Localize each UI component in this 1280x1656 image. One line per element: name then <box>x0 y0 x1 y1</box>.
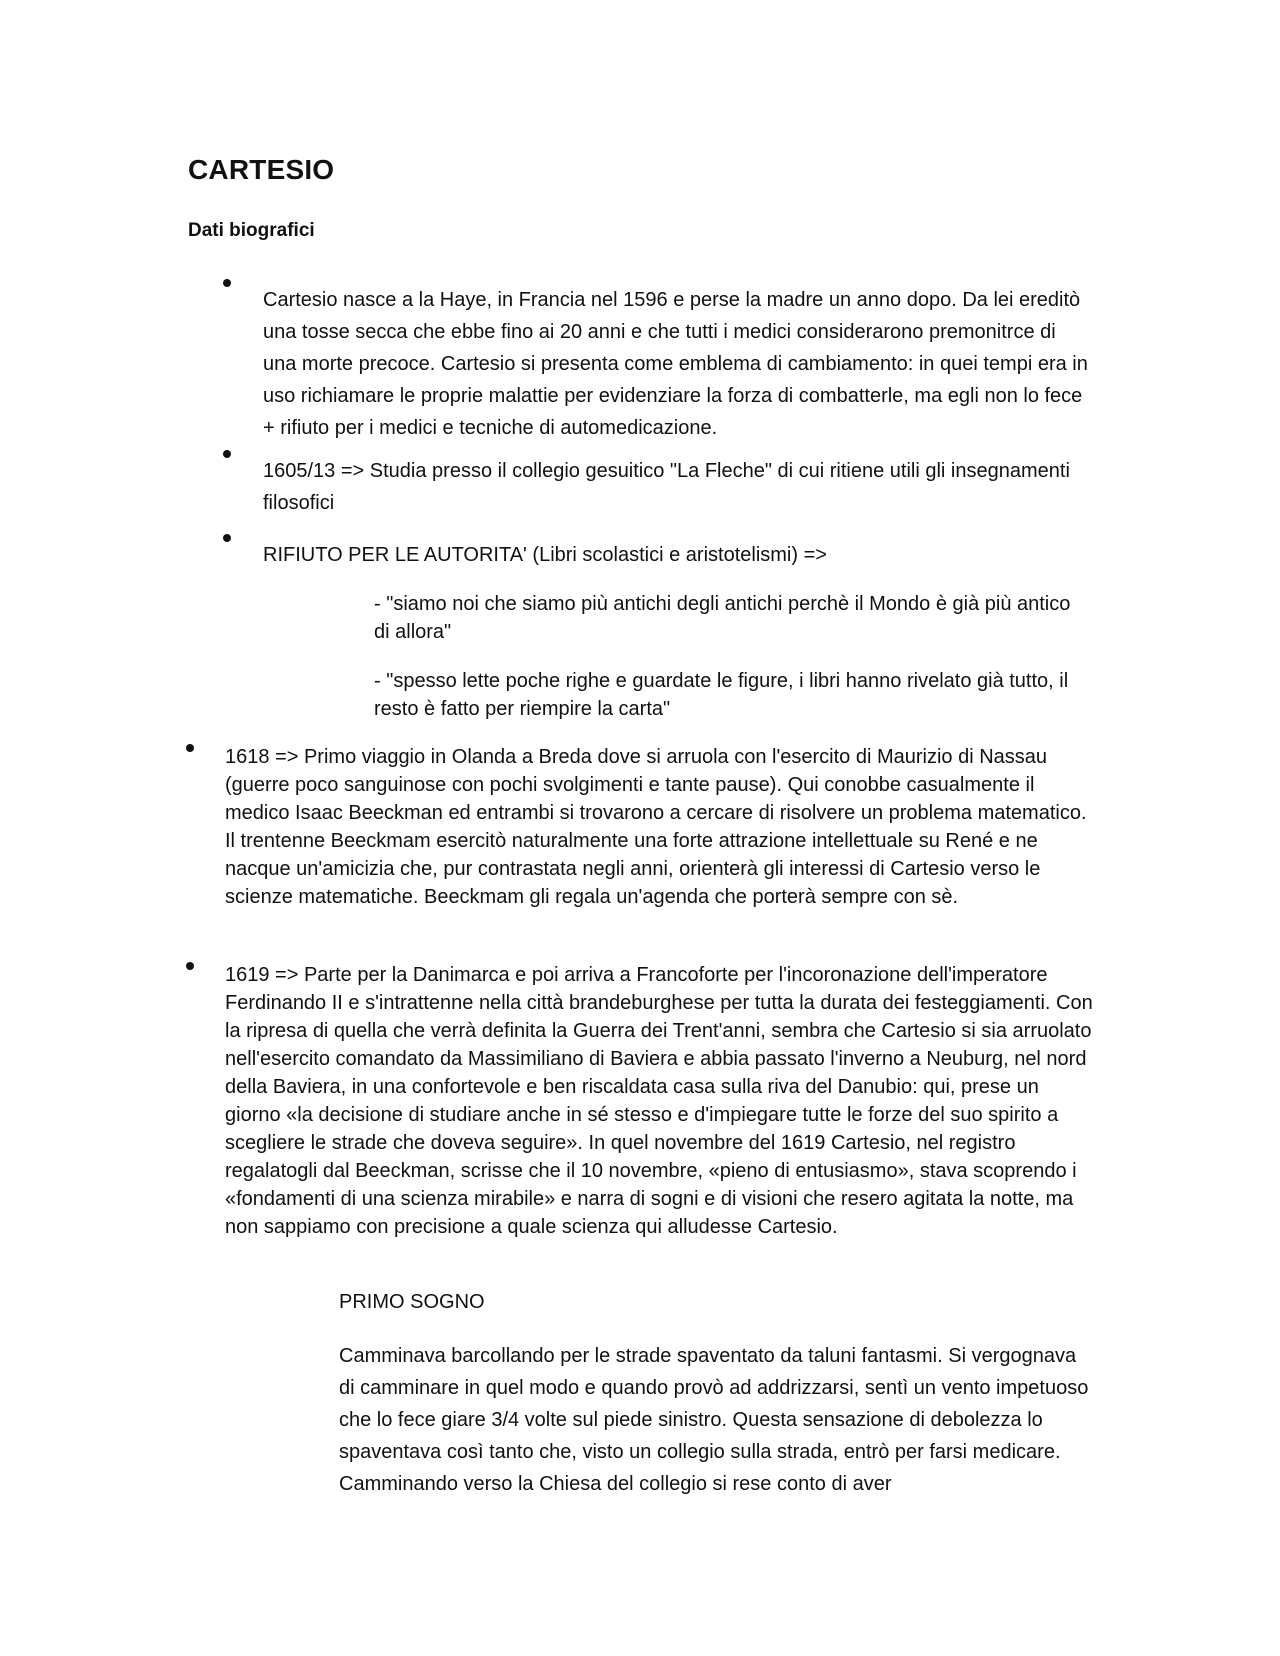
dream-paragraph: Camminava barcollando per le strade spaventato da taluni fantasmi. Si vergognava di camminare in quel modo e quando provò ad addrizzarsi, sentì un vento impetuoso che lo fece giare 3/4 volte sul piede sinistro. Questa sensazione di debolezza lo spaventava così tanto che, visto un collegio sulla strada, entrò per farsi medicare. Camminando verso la Chiesa del collegio si rese conto di aver <box>339 1345 1089 1495</box>
quote-line: - "spesso lette poche righe e guardate le figure, i libri hanno rivelato già tutto, il resto è fatto per riempire la carta" <box>374 670 1069 720</box>
list-item: Cartesio nasce a la Haye, in Francia nel 1596 e perse la madre un anno dopo. Da lei ereditò una tosse secca che ebbe fino ai 20 anni e che tutti i medici considerarono premonitrce di una morte precoce. Cartesio si presenta come emblema di cambiamento: in quei tempi era in uso richiamare le proprie malattie per evidenziare la forza di combatterle, ma egli non lo fece + rifiuto per i medici e tecniche di automedicazione. <box>263 289 1088 439</box>
bullet-dot <box>223 534 231 542</box>
list-item: 1619 => Parte per la Danimarca e poi arriva a Francoforte per l'incoronazione dell'imperatore Ferdinando II e s'intrattenne nella città brandeburghese per tutta la durata dei festeggiamenti. Con la ripresa di quella che verrà definita la Guerra dei Trent'anni, sembra che Cartesio si sia arruolato nell'esercito comandato da Massimiliano di Baviera e abbia passato l'inverno a Neuburg, nel nord della Baviera, in una confortevole e ben riscaldata casa sulla riva del Danubio: qui, prese un giorno «la decisione di studiare anche in sé stesso e d'impiegare tutte le forze del suo spirito a scegliere le strade che doveva seguire». In quel novembre del 1619 Cartesio, nel registro regalatogli dal Beeckman, scrisse che il 10 novembre, «pieno di entusiasmo», stava scoprendo i «fondamenti di una scienza mirabile» e narra di sogni e di visioni che resero agitata la notte, ma non sappiamo con precisione a quale scienza qui alludesse Cartesio. <box>225 964 1093 1238</box>
list-item: 1618 => Primo viaggio in Olanda a Breda dove si arruola con l'esercito di Maurizio di Nassau (guerre poco sanguinose con pochi svolgimenti e tante pause). Qui conobbe casualmente il medico Isaac Beeckman ed entrambi si trovarono a cercare di risolvere un problema matematico. Il trentenne Beeckmam esercitò naturalmente una forte attrazione intellettuale su René e ne nacque un'amicizia che, pur contrastata negli anni, orienterà gli interessi di Cartesio verso le scienze matematiche. Beeckmam gli regala un'agenda che porterà sempre con sè. <box>225 746 1087 908</box>
list-item: 1605/13 => Studia presso il collegio gesuitico "La Fleche" di cui ritiene utili gli insegnamenti filosofici <box>263 460 1070 514</box>
bullet-dot <box>186 962 194 970</box>
section-heading: Dati biografici <box>188 220 315 241</box>
bullet-dot <box>223 279 231 287</box>
quote-line: - "siamo noi che siamo più antichi degli antichi perchè il Mondo è già più antico di allora" <box>374 593 1071 643</box>
bullet-dot <box>186 744 194 752</box>
document-title: CARTESIO <box>188 154 335 185</box>
list-item: RIFIUTO PER LE AUTORITA' (Libri scolastici e aristotelismi) => <box>263 544 827 566</box>
dream-heading: PRIMO SOGNO <box>339 1291 485 1313</box>
bullet-dot <box>223 450 231 458</box>
